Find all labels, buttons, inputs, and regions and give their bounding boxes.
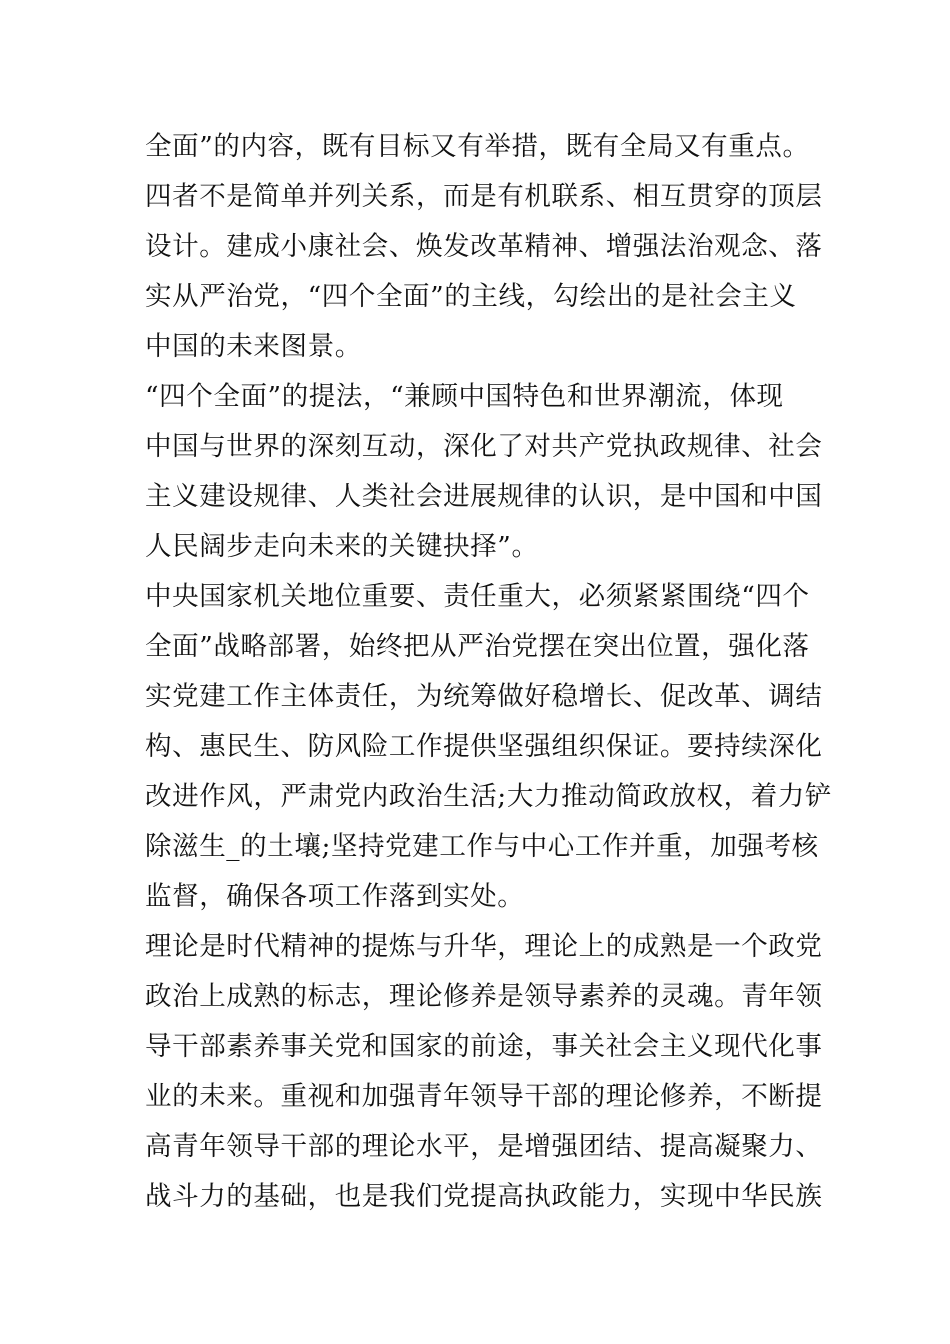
- text-line: 实从严治党，“四个全面”的主线，勾绘出的是社会主义: [145, 281, 797, 312]
- text-line: 中国的未来图景。: [145, 331, 362, 362]
- text-line: 导干部素养事关党和国家的前途，事关社会主义现代化事: [145, 1031, 823, 1062]
- text-line: 设计。建成小康社会、焕发改革精神、增强法治观念、落: [145, 231, 823, 262]
- text-line: 除滋生_的土壤;坚持党建工作与中心工作并重，加强考核: [145, 831, 819, 862]
- text-line: 主义建设规律、人类社会进展规律的认识，是中国和中国: [145, 481, 823, 512]
- text-line: 全面”战略部署，始终把从严治党摆在突出位置，强化落: [145, 631, 810, 662]
- text-line: 战斗力的基础，也是我们党提高执政能力，实现中华民族: [145, 1181, 823, 1212]
- text-line: 四者不是简单并列关系，而是有机联系、相互贯穿的顶层: [145, 181, 823, 212]
- text-line: 构、惠民生、防风险工作提供坚强组织保证。要持续深化: [145, 731, 823, 762]
- text-line: 改进作风，严肃党内政治生活;大力推动简政放权，着力铲: [145, 781, 833, 812]
- text-line: 业的未来。重视和加强青年领导干部的理论修养，不断提: [145, 1081, 823, 1112]
- document-body-text: [145, 122, 833, 1222]
- text-line: 高青年领导干部的理论水平，是增强团结、提高凝聚力、: [145, 1131, 823, 1162]
- text-line: 监督，确保各项工作落到实处。: [145, 881, 525, 912]
- text-line: 中国与世界的深刻互动，深化了对共产党执政规律、社会: [145, 431, 823, 462]
- text-line: 实党建工作主体责任，为统筹做好稳增长、促改革、调结: [145, 681, 823, 712]
- text-line: 政治上成熟的标志，理论修养是领导素养的灵魂。青年领: [145, 981, 823, 1012]
- text-line: 全面”的内容，既有目标又有举措，既有全局又有重点。: [145, 131, 810, 162]
- text-line: “四个全面”的提法，“兼顾中国特色和世界潮流，体现: [145, 381, 784, 412]
- text-line: 人民阔步走向未来的关键抉择”。: [145, 531, 539, 562]
- text-line: 中央国家机关地位重要、责任重大，必须紧紧围绕“四个: [145, 581, 810, 612]
- text-line: 理论是时代精神的提炼与升华，理论上的成熟是一个政党: [145, 931, 823, 962]
